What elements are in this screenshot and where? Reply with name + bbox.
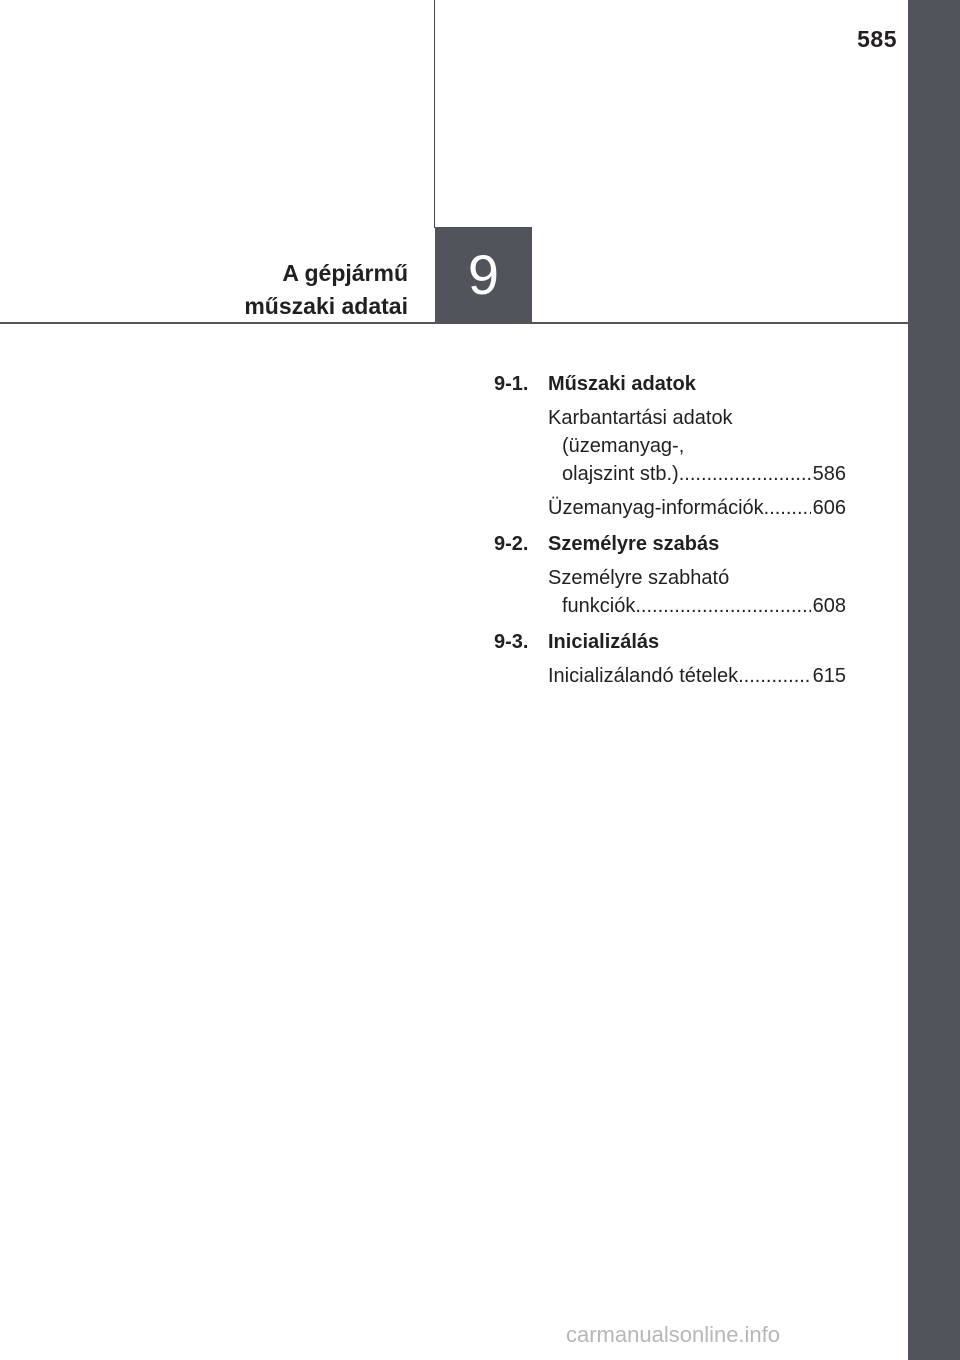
entry-text: Üzemanyag-információk	[548, 497, 764, 519]
section-title: Műszaki adatok	[548, 373, 696, 395]
dot-leader	[635, 592, 810, 620]
section-number: 9-1.	[494, 373, 529, 395]
chapter-side-tab	[908, 0, 960, 1360]
toc-entry[interactable]	[548, 662, 846, 690]
section-heading[interactable]	[494, 628, 846, 656]
section-heading[interactable]	[494, 530, 846, 558]
entry-text-line: Karbantartási adatok	[548, 407, 733, 429]
watermark: carmanualsonline.info	[566, 1322, 781, 1347]
chapter-number-box: 9	[435, 227, 532, 323]
entry-last-line	[548, 460, 846, 488]
section-heading[interactable]	[494, 370, 846, 398]
chapter-title	[244, 257, 408, 323]
dot-leader	[738, 662, 811, 690]
toc-entry[interactable]	[548, 564, 846, 620]
chapter-title-line-1: A gépjármű	[282, 260, 408, 286]
toc-section-9-3	[494, 628, 846, 690]
toc-section-9-2	[494, 530, 846, 620]
section-title: Személyre szabás	[548, 533, 720, 555]
toc-section-9-1	[494, 370, 846, 522]
table-of-contents	[494, 370, 846, 698]
entry-last-line	[548, 494, 846, 522]
dot-leader	[679, 460, 811, 488]
toc-entry[interactable]	[548, 494, 846, 522]
vertical-divider	[434, 0, 435, 228]
entry-text-line: Személyre szabható	[548, 567, 730, 589]
section-number: 9-3.	[494, 631, 529, 653]
entry-last-line	[548, 662, 846, 690]
horizontal-divider	[0, 322, 908, 324]
entry-page-number: 586	[812, 463, 846, 485]
entry-last-line	[548, 592, 846, 620]
section-title: Inicializálás	[548, 631, 660, 653]
entry-text: funkciók	[562, 595, 636, 617]
chapter-title-line-2: műszaki adatai	[244, 293, 408, 319]
page-number: 585	[857, 26, 897, 52]
dot-leader	[764, 494, 811, 522]
entry-text-line: (üzemanyag-,	[562, 435, 685, 457]
entry-text: olajszint stb.)	[562, 463, 679, 485]
entry-page-number: 615	[812, 665, 846, 687]
entry-text: Inicializálandó tételek	[548, 665, 739, 687]
entry-page-number: 606	[812, 497, 846, 519]
toc-entry[interactable]	[548, 404, 846, 488]
section-number: 9-2.	[494, 533, 529, 555]
entry-page-number: 608	[812, 595, 846, 617]
